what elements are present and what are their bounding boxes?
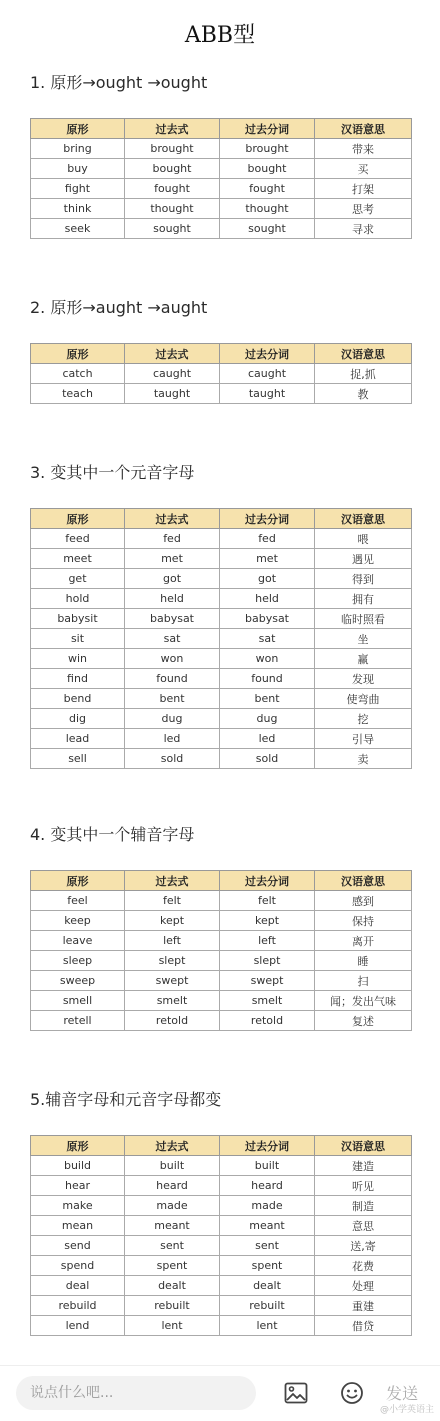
table-cell: dealt bbox=[220, 1276, 315, 1296]
table-cell: get bbox=[31, 569, 125, 589]
table-cell: mean bbox=[31, 1216, 125, 1236]
table-cell: babysat bbox=[220, 609, 315, 629]
table-cell: meet bbox=[31, 549, 125, 569]
table-cell: make bbox=[31, 1196, 125, 1216]
table-header-row bbox=[31, 1136, 412, 1156]
table-cell: smelt bbox=[220, 991, 315, 1011]
table-cell: sought bbox=[220, 219, 315, 239]
verb-table bbox=[30, 343, 412, 404]
table-cell: made bbox=[220, 1196, 315, 1216]
table-cell: babysit bbox=[31, 609, 125, 629]
table-cell: feel bbox=[31, 891, 125, 911]
table-cell: thought bbox=[220, 199, 315, 219]
table-cell: spent bbox=[125, 1256, 220, 1276]
table-cell: 处理 bbox=[315, 1276, 412, 1296]
column-header: 汉语意思 bbox=[315, 119, 412, 139]
table-row bbox=[31, 364, 412, 384]
table-row bbox=[31, 384, 412, 404]
column-header: 过去式 bbox=[125, 119, 220, 139]
table-cell: bent bbox=[220, 689, 315, 709]
table-cell: 喂 bbox=[315, 529, 412, 549]
table-cell: 引导 bbox=[315, 729, 412, 749]
table-cell: send bbox=[31, 1236, 125, 1256]
table-cell: met bbox=[220, 549, 315, 569]
verb-table bbox=[30, 1135, 412, 1336]
table-cell: swept bbox=[220, 971, 315, 991]
table-cell: 带来 bbox=[315, 139, 412, 159]
section-heading: 4. 变其中一个辅音字母 bbox=[30, 825, 195, 844]
table-cell: dug bbox=[125, 709, 220, 729]
table-cell: dealt bbox=[125, 1276, 220, 1296]
table-cell: sell bbox=[31, 749, 125, 769]
table-row bbox=[31, 1196, 412, 1216]
emoji-icon[interactable] bbox=[340, 1381, 364, 1405]
table-cell: lent bbox=[220, 1316, 315, 1336]
table-row bbox=[31, 199, 412, 219]
table-cell: 遇见 bbox=[315, 549, 412, 569]
table-cell: taught bbox=[125, 384, 220, 404]
table-cell: seek bbox=[31, 219, 125, 239]
section-heading: 2. 原形→aught →aught bbox=[30, 298, 208, 317]
table-cell: 思考 bbox=[315, 199, 412, 219]
table-cell: thought bbox=[125, 199, 220, 219]
table-cell: keep bbox=[31, 911, 125, 931]
table-cell: heard bbox=[220, 1176, 315, 1196]
table-cell: won bbox=[125, 649, 220, 669]
table-cell: 挖 bbox=[315, 709, 412, 729]
table-cell: 得到 bbox=[315, 569, 412, 589]
table-row bbox=[31, 1276, 412, 1296]
table-cell: left bbox=[125, 931, 220, 951]
table-cell: lead bbox=[31, 729, 125, 749]
table-cell: caught bbox=[125, 364, 220, 384]
table-cell: feed bbox=[31, 529, 125, 549]
table-cell: 捉,抓 bbox=[315, 364, 412, 384]
table-cell: lend bbox=[31, 1316, 125, 1336]
table-cell: bought bbox=[125, 159, 220, 179]
table-cell: win bbox=[31, 649, 125, 669]
table-cell: 寻求 bbox=[315, 219, 412, 239]
table-cell: brought bbox=[220, 139, 315, 159]
table-cell: deal bbox=[31, 1276, 125, 1296]
column-header: 过去式 bbox=[125, 1136, 220, 1156]
table-cell: fight bbox=[31, 179, 125, 199]
table-cell: kept bbox=[125, 911, 220, 931]
table-cell: 赢 bbox=[315, 649, 412, 669]
table-cell: dig bbox=[31, 709, 125, 729]
column-header: 过去式 bbox=[125, 344, 220, 364]
table-cell: find bbox=[31, 669, 125, 689]
table-header-row bbox=[31, 344, 412, 364]
table-row bbox=[31, 159, 412, 179]
table-row bbox=[31, 1256, 412, 1276]
table-cell: got bbox=[220, 569, 315, 589]
table-cell: smell bbox=[31, 991, 125, 1011]
table-cell: bought bbox=[220, 159, 315, 179]
table-cell: led bbox=[220, 729, 315, 749]
table-row bbox=[31, 1216, 412, 1236]
column-header: 过去分词 bbox=[220, 871, 315, 891]
table-row bbox=[31, 911, 412, 931]
table-cell: 离开 bbox=[315, 931, 412, 951]
table-cell: sat bbox=[220, 629, 315, 649]
table-cell: 送,寄 bbox=[315, 1236, 412, 1256]
table-cell: sent bbox=[125, 1236, 220, 1256]
table-row bbox=[31, 589, 412, 609]
image-icon[interactable] bbox=[284, 1382, 308, 1404]
column-header: 过去分词 bbox=[220, 509, 315, 529]
table-cell: got bbox=[125, 569, 220, 589]
table-row bbox=[31, 569, 412, 589]
table-row bbox=[31, 1236, 412, 1256]
table-cell: build bbox=[31, 1156, 125, 1176]
table-cell: 卖 bbox=[315, 749, 412, 769]
table-row bbox=[31, 709, 412, 729]
table-cell: 扫 bbox=[315, 971, 412, 991]
verb-table bbox=[30, 870, 412, 1031]
page-title: ABB型 bbox=[184, 23, 256, 48]
table-row bbox=[31, 951, 412, 971]
table-header-row bbox=[31, 119, 412, 139]
column-header: 过去分词 bbox=[220, 1136, 315, 1156]
table-cell: rebuilt bbox=[220, 1296, 315, 1316]
verb-table bbox=[30, 508, 412, 769]
table-row bbox=[31, 729, 412, 749]
table-cell: meant bbox=[220, 1216, 315, 1236]
table-cell: made bbox=[125, 1196, 220, 1216]
table-cell: babysat bbox=[125, 609, 220, 629]
table-row bbox=[31, 139, 412, 159]
table-cell: slept bbox=[125, 951, 220, 971]
table-cell: smelt bbox=[125, 991, 220, 1011]
table-cell: caught bbox=[220, 364, 315, 384]
verb-table bbox=[30, 118, 412, 239]
table-row bbox=[31, 669, 412, 689]
table-cell: swept bbox=[125, 971, 220, 991]
table-cell: leave bbox=[31, 931, 125, 951]
column-header: 过去式 bbox=[125, 871, 220, 891]
column-header: 过去分词 bbox=[220, 344, 315, 364]
table-cell: 感到 bbox=[315, 891, 412, 911]
table-cell: hold bbox=[31, 589, 125, 609]
table-cell: bend bbox=[31, 689, 125, 709]
table-cell: found bbox=[125, 669, 220, 689]
table-cell: sought bbox=[125, 219, 220, 239]
table-cell: hear bbox=[31, 1176, 125, 1196]
table-cell: sit bbox=[31, 629, 125, 649]
table-cell: spend bbox=[31, 1256, 125, 1276]
table-cell: fought bbox=[125, 179, 220, 199]
table-cell: brought bbox=[125, 139, 220, 159]
table-cell: 临时照看 bbox=[315, 609, 412, 629]
table-cell: 听见 bbox=[315, 1176, 412, 1196]
table-cell: meant bbox=[125, 1216, 220, 1236]
column-header: 原形 bbox=[31, 509, 125, 529]
table-row bbox=[31, 179, 412, 199]
table-cell: 拥有 bbox=[315, 589, 412, 609]
table-row bbox=[31, 1156, 412, 1176]
column-header: 原形 bbox=[31, 344, 125, 364]
table-row bbox=[31, 749, 412, 769]
table-row bbox=[31, 1011, 412, 1031]
section-heading: 1. 原形→ought →ought bbox=[30, 73, 208, 92]
table-cell: felt bbox=[125, 891, 220, 911]
table-cell: 闻；发出气味 bbox=[315, 991, 412, 1011]
table-cell: bring bbox=[31, 139, 125, 159]
table-header-row bbox=[31, 871, 412, 891]
table-cell: sold bbox=[220, 749, 315, 769]
table-cell: 意思 bbox=[315, 1216, 412, 1236]
table-cell: sent bbox=[220, 1236, 315, 1256]
table-cell: sweep bbox=[31, 971, 125, 991]
table-cell: held bbox=[220, 589, 315, 609]
table-cell: sold bbox=[125, 749, 220, 769]
table-cell: held bbox=[125, 589, 220, 609]
table-cell: 借贷 bbox=[315, 1316, 412, 1336]
table-cell: 买 bbox=[315, 159, 412, 179]
table-row bbox=[31, 609, 412, 629]
table-cell: 制造 bbox=[315, 1196, 412, 1216]
table-cell: found bbox=[220, 669, 315, 689]
table-cell: dug bbox=[220, 709, 315, 729]
column-header: 原形 bbox=[31, 1136, 125, 1156]
table-header-row bbox=[31, 509, 412, 529]
table-cell: 建造 bbox=[315, 1156, 412, 1176]
table-cell: 发现 bbox=[315, 669, 412, 689]
table-cell: rebuilt bbox=[125, 1296, 220, 1316]
table-cell: 坐 bbox=[315, 629, 412, 649]
table-cell: fed bbox=[220, 529, 315, 549]
table-cell: kept bbox=[220, 911, 315, 931]
table-cell: 保持 bbox=[315, 911, 412, 931]
table-row bbox=[31, 1316, 412, 1336]
watermark: @小学英语主 bbox=[380, 1405, 435, 1415]
table-cell: 使弯曲 bbox=[315, 689, 412, 709]
table-row bbox=[31, 689, 412, 709]
column-header: 汉语意思 bbox=[315, 509, 412, 529]
table-cell: retold bbox=[125, 1011, 220, 1031]
table-row bbox=[31, 931, 412, 951]
table-cell: buy bbox=[31, 159, 125, 179]
table-cell: met bbox=[125, 549, 220, 569]
table-cell: spent bbox=[220, 1256, 315, 1276]
table-row bbox=[31, 891, 412, 911]
table-cell: bent bbox=[125, 689, 220, 709]
table-row bbox=[31, 219, 412, 239]
table-row bbox=[31, 971, 412, 991]
table-row bbox=[31, 1296, 412, 1316]
table-cell: retold bbox=[220, 1011, 315, 1031]
table-cell: heard bbox=[125, 1176, 220, 1196]
table-row bbox=[31, 1176, 412, 1196]
table-cell: sleep bbox=[31, 951, 125, 971]
send-button[interactable]: 发送 bbox=[386, 1381, 418, 1404]
table-row bbox=[31, 529, 412, 549]
table-cell: retell bbox=[31, 1011, 125, 1031]
table-cell: 重建 bbox=[315, 1296, 412, 1316]
column-header: 过去式 bbox=[125, 509, 220, 529]
table-cell: catch bbox=[31, 364, 125, 384]
section-heading: 3. 变其中一个元音字母 bbox=[30, 463, 195, 482]
table-cell: built bbox=[220, 1156, 315, 1176]
table-cell: 打架 bbox=[315, 179, 412, 199]
table-cell: won bbox=[220, 649, 315, 669]
table-cell: led bbox=[125, 729, 220, 749]
column-header: 过去分词 bbox=[220, 119, 315, 139]
table-cell: 复述 bbox=[315, 1011, 412, 1031]
table-cell: rebuild bbox=[31, 1296, 125, 1316]
table-cell: fought bbox=[220, 179, 315, 199]
section-heading: 5.辅音字母和元音字母都变 bbox=[30, 1090, 222, 1109]
table-cell: think bbox=[31, 199, 125, 219]
column-header: 汉语意思 bbox=[315, 1136, 412, 1156]
column-header: 原形 bbox=[31, 871, 125, 891]
table-row bbox=[31, 991, 412, 1011]
table-cell: felt bbox=[220, 891, 315, 911]
table-cell: 教 bbox=[315, 384, 412, 404]
table-cell: teach bbox=[31, 384, 125, 404]
table-cell: 花费 bbox=[315, 1256, 412, 1276]
column-header: 汉语意思 bbox=[315, 871, 412, 891]
table-cell: sat bbox=[125, 629, 220, 649]
table-row bbox=[31, 549, 412, 569]
column-header: 原形 bbox=[31, 119, 125, 139]
table-cell: left bbox=[220, 931, 315, 951]
comment-input[interactable] bbox=[16, 1376, 256, 1410]
column-header: 汉语意思 bbox=[315, 344, 412, 364]
table-cell: 睡 bbox=[315, 951, 412, 971]
table-row bbox=[31, 629, 412, 649]
table-cell: built bbox=[125, 1156, 220, 1176]
table-cell: slept bbox=[220, 951, 315, 971]
table-cell: taught bbox=[220, 384, 315, 404]
comment-bar bbox=[0, 1365, 440, 1421]
table-row bbox=[31, 649, 412, 669]
table-cell: fed bbox=[125, 529, 220, 549]
table-cell: lent bbox=[125, 1316, 220, 1336]
